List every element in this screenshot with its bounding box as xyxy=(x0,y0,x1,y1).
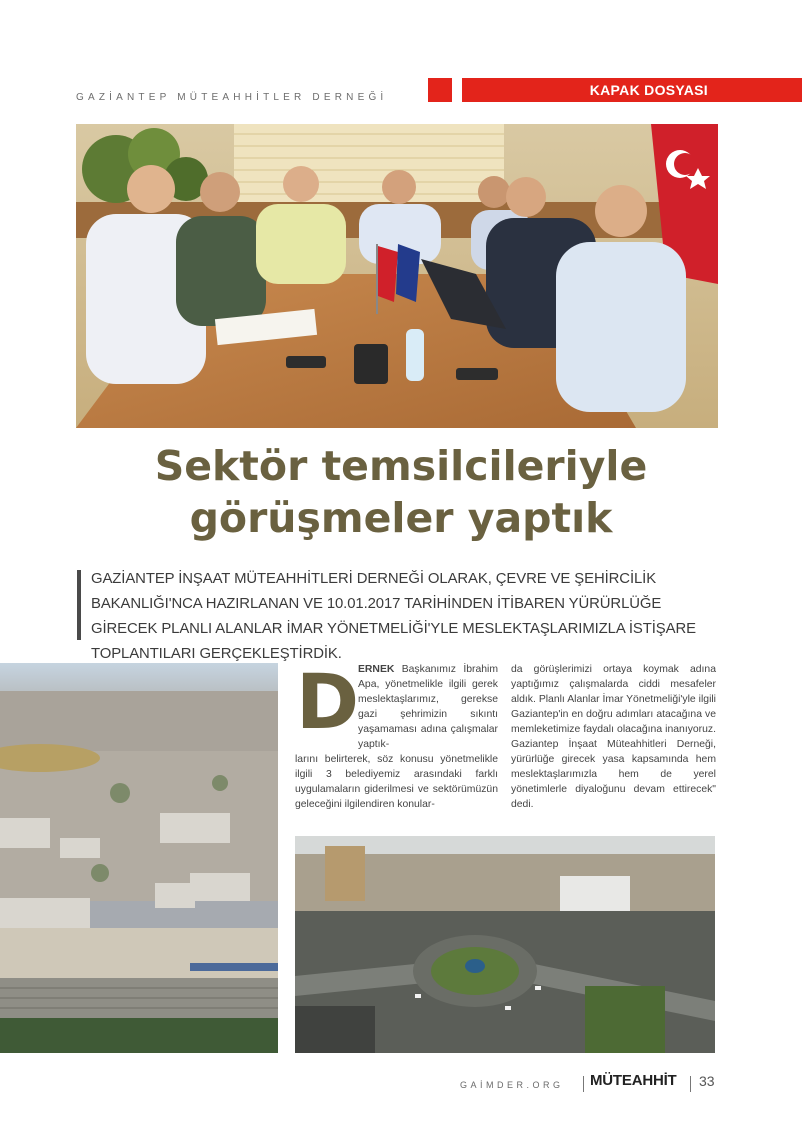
association-header: GAZİANTEP MÜTEAHHİTLER DERNEĞİ xyxy=(76,92,388,103)
lead-rule xyxy=(77,570,81,640)
footer-website: GAİMDER.ORG xyxy=(460,1080,564,1090)
body-column-1-top xyxy=(358,662,498,752)
body-text-1a: Başkanımız İbrahim Apa, yönetmelikle ilgili gerek meslektaşlarımız, gerekse gazi şehrimizin sıkıntı yaşamaması adına çalışmalar yaptık- xyxy=(358,664,498,750)
city-aerial-photo xyxy=(0,663,278,1053)
drop-cap: D xyxy=(296,657,360,746)
title-line-1: Sektör temsilcileriyle xyxy=(154,442,648,490)
lead-word: ERNEK xyxy=(358,664,395,675)
city-aerial-illustration xyxy=(0,663,278,1053)
header-accent-square xyxy=(428,78,452,102)
title-line-2: görüşmeler yaptık xyxy=(189,494,613,542)
footer-divider xyxy=(690,1076,691,1092)
section-banner xyxy=(462,78,802,102)
body-column-2: da görüşlerimizi ortaya koymak adına yaptığımız çalışmalarda ciddi mesafeler aldık. Planlı Alanlar İmar Yönetmeliği'yle ilgili Gaziantep'in en doğru adımları atacağına ve memleketimize faydalı olacağına inanıyoruz. Gaziantep İnşaat Müteahhitleri Derneği, yürürlüğe girecek yasa kapsamında hem meslektaşlarımızla hem de yerel yönetimlerle diyaloğunu devam ettirecek" dedi. xyxy=(511,664,716,810)
article-title xyxy=(0,440,802,544)
meeting-photo xyxy=(76,124,718,428)
page-number: 33 xyxy=(699,1073,715,1089)
body-column-1-bottom: larını belirterek, söz konusu yönetmelikle ilgili 3 belediyemiz arasındaki farklı uygulamaların giderilmesi ve sektörümüzün geleceğini ilgilendiren konular- xyxy=(295,754,498,810)
meeting-illustration xyxy=(76,124,718,428)
roundabout-illustration xyxy=(295,836,715,1053)
roundabout-photo xyxy=(295,836,715,1053)
section-label: KAPAK DOSYASI xyxy=(589,82,708,98)
lead-paragraph: GAZİANTEP İNŞAAT MÜTEAHHİTLERİ DERNEĞİ OLARAK, ÇEVRE VE ŞEHİRCİLİK BAKANLIĞI'NCA HAZIRLANAN VE 10.01.2017 TARİHİNDEN İTİBAREN YÜRÜRLÜĞE GİRECEK PLANLI ALANLAR İMAR YÖNETMELİĞİ'YLE MESLEKTAŞLARIMIZLA İSTİŞARE TOPLANTILARI GERÇEKLEŞTİRDİK. xyxy=(91,570,696,662)
footer-magazine-logo: MÜTEAHHİT xyxy=(590,1072,677,1089)
footer-divider xyxy=(583,1076,584,1092)
